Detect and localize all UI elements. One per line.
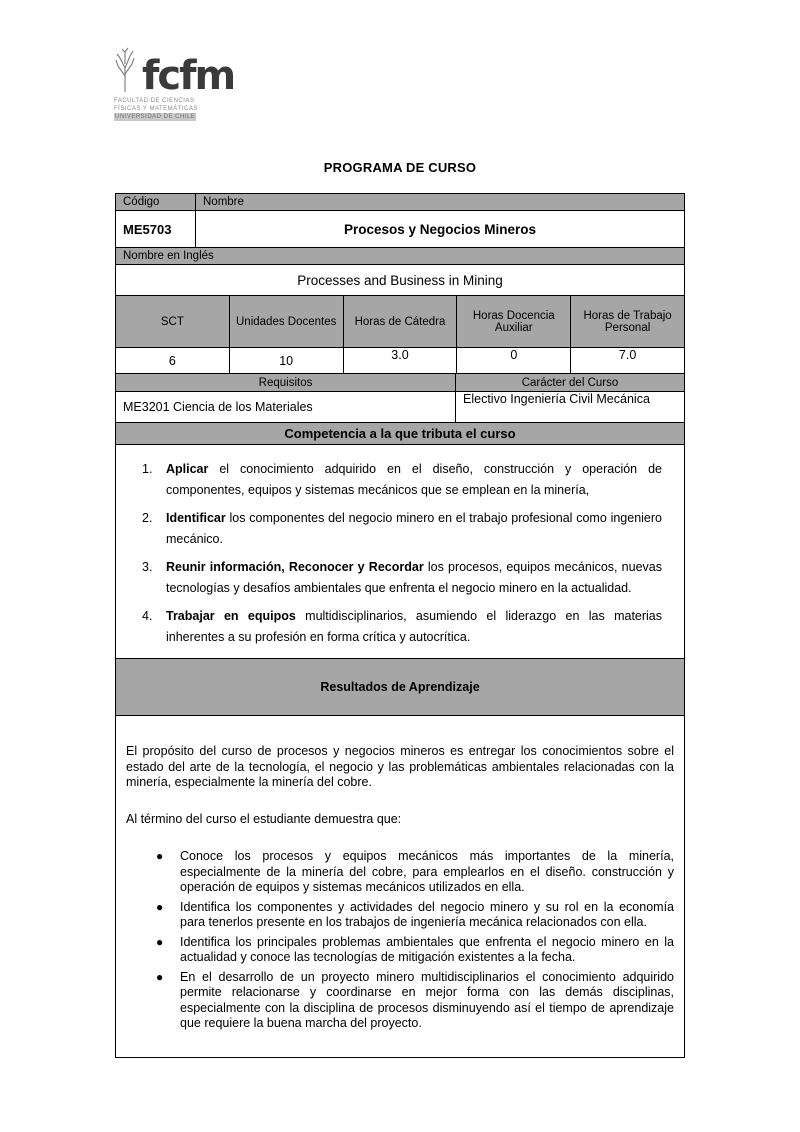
- fcfm-logo-subtext: [114, 97, 262, 121]
- unidades-docentes-value-cell: 10: [230, 348, 344, 374]
- competencia-item-3-text: [166, 557, 662, 599]
- resultados-bullet-1: [156, 849, 674, 896]
- competencia-item-1-text: [166, 459, 662, 501]
- competencia-item-4-rest: multidisciplinarios, asumiendo el liderazgo en las materias inherentes a su profesión en forma crítica y autocrítica.: [166, 609, 663, 644]
- english-name-value-row: [116, 265, 685, 296]
- bullet-icon: ●: [156, 849, 164, 863]
- credits-value-row: [116, 348, 685, 374]
- competencia-content-row: [116, 445, 685, 659]
- codigo-header-cell: Código: [116, 194, 196, 211]
- requisitos-header-row: [116, 374, 685, 392]
- competencia-item-1-bold: Aplicar: [166, 462, 209, 476]
- nombre-ingles-value-cell: Processes and Business in Mining: [116, 265, 685, 296]
- competencia-item-3-bold: Reunir información, Reconocer y Recordar: [166, 560, 424, 574]
- caracter-header-cell: Carácter del Curso: [456, 374, 685, 392]
- competencia-item-3: [142, 557, 662, 599]
- resultados-paragraph-2: Al término del curso el estudiante demuestra que:: [126, 811, 402, 826]
- resultados-bullet-2: [156, 900, 674, 931]
- nombre-ingles-header-cell: Nombre en Inglés: [116, 248, 685, 265]
- competencia-item-3-rest: los procesos, equipos mecánicos, nuevas tecnologías y desafíos ambientales que enfrenta el negocio minero en la actualidad.: [166, 560, 662, 595]
- fcfm-subtext-line1: FACULTAD DE CIENCIAS: [114, 98, 195, 104]
- english-name-header-row: [116, 248, 685, 265]
- resultados-title-row: [116, 659, 685, 716]
- page-title: PROGRAMA DE CURSO: [323, 160, 477, 175]
- horas-docencia-auxiliar-header-cell: Horas Docencia Auxiliar: [457, 296, 571, 348]
- resultados-bullet-4: [156, 970, 674, 1032]
- competencia-item-2-bold: Identificar: [166, 511, 226, 525]
- resultados-bullet-3-text: Identifica los principales problemas ambientales que enfrenta el negocio minero en la actualidad y conoce las tecnologías de mitigación existentes a la fecha.: [180, 934, 674, 964]
- competencia-item-2-text: [166, 508, 662, 550]
- fcfm-tree-icon: [112, 46, 138, 94]
- course-program-table: [115, 193, 685, 1058]
- competencia-item-2-rest: los componentes del negocio minero en el trabajo profesional como ingeniero mecánico.: [166, 511, 662, 546]
- credits-header-row: [116, 296, 685, 348]
- fcfm-subtext-line3: UNIVERSIDAD DE CHILE: [115, 114, 196, 121]
- requisitos-value-row: [116, 392, 685, 423]
- resultados-content-cell: [116, 716, 685, 1058]
- sct-header-cell: SCT: [116, 296, 230, 348]
- resultados-bullet-2-text: Identifica los componentes y actividades del negocio minero y su rol en la economía para tenerlos presente en los trabajos de ingeniería mecánica relacionados con ella.: [180, 899, 674, 929]
- requisitos-value-cell: ME3201 Ciencia de los Materiales: [116, 392, 456, 423]
- competencia-item-1: [142, 459, 662, 501]
- competencia-item-2-number: 2.: [142, 511, 153, 525]
- resultados-bullet-4-text: En el desarrollo de un proyecto minero multidisciplinarios el conocimiento adquirido permite relacionarse y coordinarse en mejor forma con las demás disciplinas, especialmente con la disciplina de procesos disminuyendo así el tiempo de aprendizaje que requiere la buena marcha del proyecto.: [180, 969, 674, 1030]
- competencia-item-2: [142, 508, 662, 550]
- competencia-content-cell: [116, 445, 685, 659]
- sct-value-cell: 6: [116, 348, 230, 374]
- competencia-item-1-number: 1.: [142, 462, 153, 476]
- competencia-item-4-bold: Trabajar en equipos: [166, 609, 296, 623]
- nombre-value-cell: Procesos y Negocios Mineros: [196, 211, 685, 248]
- horas-catedra-header-cell: Horas de Cátedra: [344, 296, 458, 348]
- requisitos-header-cell: Requisitos: [116, 374, 456, 392]
- code-name-header-row: [116, 194, 685, 211]
- code-name-value-row: [116, 211, 685, 248]
- competencia-title-cell: Competencia a la que tributa el curso: [116, 423, 685, 445]
- bullet-icon: ●: [156, 899, 164, 914]
- resultados-content-row: [116, 716, 685, 1058]
- bullet-icon: ●: [156, 934, 164, 949]
- fcfm-logo: [112, 46, 262, 121]
- resultados-bullet-list: [126, 849, 674, 1032]
- bullet-icon: ●: [156, 969, 164, 984]
- fcfm-subtext-line2: FÍSICAS Y MATEMÁTICAS: [114, 106, 198, 113]
- competencia-item-4: [142, 606, 662, 648]
- unidades-docentes-header-cell: Unidades Docentes: [230, 296, 344, 348]
- horas-trabajo-personal-header-cell: Horas de Trabajo Personal: [571, 296, 685, 348]
- fcfm-wordmark: fcfm: [142, 53, 235, 99]
- horas-trabajo-personal-value-cell: 7.0: [571, 348, 685, 374]
- horas-docencia-auxiliar-value-cell: 0: [457, 348, 571, 374]
- competencia-title-row: [116, 423, 685, 445]
- resultados-bullet-3: [156, 935, 674, 966]
- competencia-item-3-number: 3.: [142, 560, 153, 574]
- codigo-value-cell: ME5703: [116, 211, 196, 248]
- resultados-title-cell: Resultados de Aprendizaje: [116, 659, 685, 716]
- horas-catedra-value-cell: 3.0: [344, 348, 458, 374]
- resultados-paragraph-1: El propósito del curso de procesos y negocios mineros es entregar los conocimientos sobre el estado del arte de la tecnología, el negocio y las problemáticas ambientales relacionadas con la minería, especialmente la minería del cobre.: [126, 744, 674, 789]
- competencia-item-1-rest: el conocimiento adquirido en el diseño, construcción y operación de componentes, equipos y sistemas mecánicos que se emplean en la minería,: [166, 462, 662, 497]
- competencia-list: [116, 445, 684, 655]
- nombre-header-cell: Nombre: [196, 194, 685, 211]
- resultados-bullet-1-text: Conoce los procesos y equipos mecánicos más importantes de la minería, especialmente de la minería del cobre, para emplearlos en el diseño. construcción y operación de equipos y sistemas mecánicos utilizados en ella.: [180, 849, 674, 894]
- competencia-item-4-number: 4.: [142, 609, 153, 623]
- resultados-body: [116, 716, 684, 1036]
- competencia-item-4-text: [166, 606, 662, 648]
- caracter-value-cell: Electivo Ingeniería Civil Mecánica: [456, 392, 685, 423]
